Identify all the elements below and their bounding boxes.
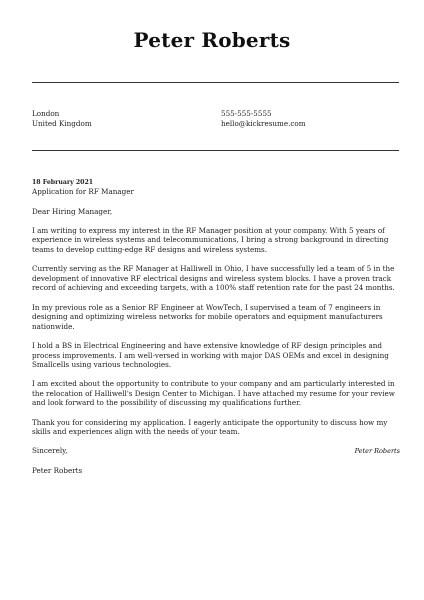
letter-signoff-name: Peter Roberts [32, 465, 83, 475]
letter-paragraph: In my previous role as a Senior RF Engineer at WowTech, I supervised a team of 7 engineers in designing and optimizing wireless networks for mobile operators and equipment manufacturers nationwide. [32, 302, 383, 331]
header-divider-bottom [32, 150, 399, 151]
address-city: London [32, 109, 60, 118]
handwritten-signature: Peter Roberts [354, 447, 400, 455]
header-divider-top [32, 82, 399, 83]
letter-closing: Sincerely, [32, 446, 68, 456]
letter-paragraph: I am writing to express my interest in the RF Manager position at your company. With 5 years of experience in wireless systems and telecommunications, I bring a strong background in directing teams to develop cutting-edge RF designs and wireless systems. [32, 225, 389, 254]
address-block [32, 109, 92, 129]
letter-date: 18 February 2021 [32, 179, 94, 186]
letter-paragraph: Currently serving as the RF Manager at Halliwell in Ohio, I have successfully led a team of 5 in the development of innovative RF electrical designs and wireless system blocks. I have a proven track record of achieving and exceeding targets, with a 100% staff retention rate for the past 24 months. [32, 264, 395, 293]
letter-greeting: Dear Hiring Manager, [32, 206, 113, 216]
letter-paragraph: Thank you for considering my application. I eagerly anticipate the opportunity to discuss how my skills and experiences align with the needs of your team. [32, 417, 388, 437]
address-country: United Kingdom [32, 119, 92, 128]
letter-paragraph: I am excited about the opportunity to contribute to your company and am particularly interested in the relocation of Halliwell's Design Center to Michigan. I have attached my resume for your review and look forward to the possibility of discussing my qualifications further. [32, 379, 395, 408]
contact-block [221, 109, 306, 129]
phone-number: 555-555-5555 [221, 109, 272, 118]
letter-subject: Application for RF Manager [32, 187, 134, 196]
applicant-name: Peter Roberts [133, 28, 291, 52]
letter-body [32, 179, 398, 485]
email-address: hello@kickresume.com [221, 119, 306, 128]
letter-paragraph: I hold a BS in Electrical Engineering and have extensive knowledge of RF design principles and process improvements. I am well-versed in working with major DAS OEMs and excel in designing Smallcells using various technologies. [32, 340, 389, 370]
